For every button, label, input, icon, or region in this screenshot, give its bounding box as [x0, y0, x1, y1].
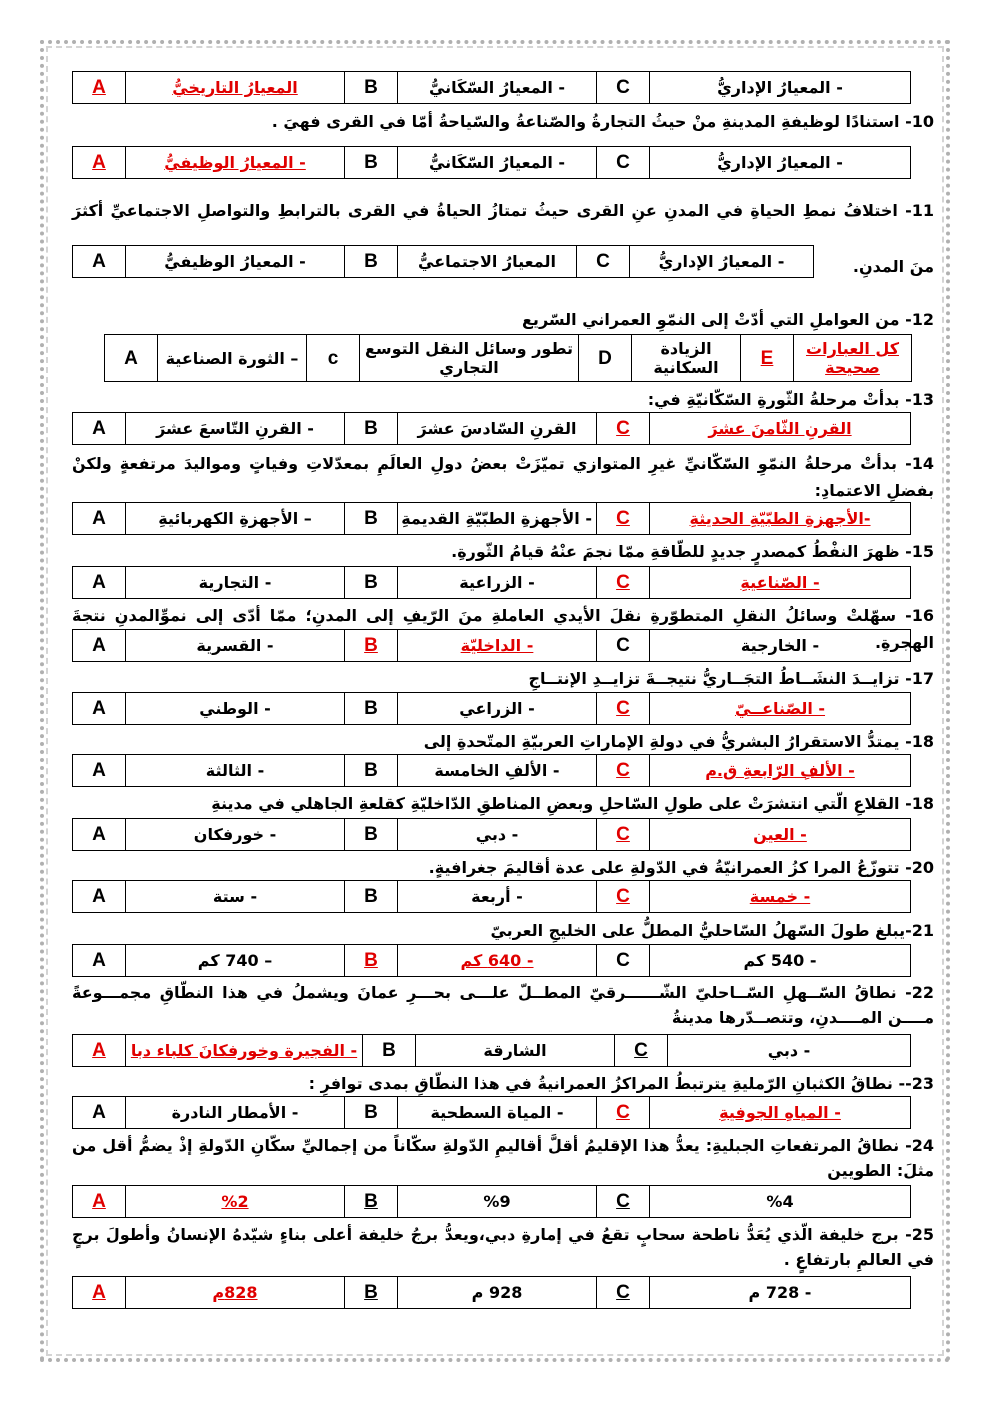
q9-answers	[72, 71, 911, 104]
q25-letter-c[interactable]: C	[597, 1277, 650, 1309]
q15-option-b[interactable]: - الزراعية	[398, 567, 597, 599]
q15-letter-a[interactable]: A	[73, 567, 126, 599]
q9-letter-b[interactable]: B	[345, 72, 398, 104]
q21-option-a[interactable]: – 740 كم	[126, 945, 345, 977]
q16-text: 16- سهّلتْ وسائلُ النقلِ المتطوّرةِ نقلَ الأيدي العاملةِ منَ الرّيفِ إلى المدنِ؛ ممّا أدّى إلى نموِّالمدنِ نتجةَ الهجرةِ.	[72, 606, 934, 652]
q22-option-c[interactable]: - دبي	[668, 1035, 911, 1067]
q17-letter-b[interactable]: B	[345, 693, 398, 725]
q23-letter-c[interactable]: C	[597, 1097, 650, 1129]
q25-option-a[interactable]: 828م	[126, 1277, 345, 1309]
q12-answers	[104, 334, 912, 382]
q12-option-c[interactable]: تطور وسائل النقل التوسع التجاري	[360, 335, 579, 382]
q23-answers	[72, 1096, 911, 1129]
q20-option-b[interactable]: - أربعة	[398, 881, 597, 913]
q10-letter-a[interactable]: A	[73, 147, 126, 179]
q18-option-c[interactable]: - الألفِ الرّابعةِ ق.م	[650, 755, 911, 787]
q24-option-b[interactable]: %9	[398, 1186, 597, 1218]
q16-answers	[72, 629, 911, 662]
q24-letter-c[interactable]: C	[597, 1186, 650, 1218]
q20-letter-b[interactable]: B	[345, 881, 398, 913]
q19-answers	[72, 818, 911, 851]
q15-option-c[interactable]: - الصّناعيةِ	[650, 567, 911, 599]
q13-option-c[interactable]: القرنِ الثّامنَ عشرَ	[650, 413, 911, 445]
q14-option-b[interactable]: - الأجهزةِ الطبّيّةِ القديمةِ	[398, 503, 597, 535]
q12-text: 12- من العواملِ التي أدّتْ إلى النمّوِ العمراني السّريع	[522, 310, 934, 329]
q18-option-b[interactable]: - الألفِ الخامسة	[398, 755, 597, 787]
q13-letter-a[interactable]: A	[73, 413, 126, 445]
q19-letter-a[interactable]: A	[73, 819, 126, 851]
q18-letter-c[interactable]: C	[597, 755, 650, 787]
q22-text: 22- نطاقُ السّــهلِ السّــاحليّ الشّــــــرقيّ المطــلّ علـــى بحـــرِ عمانَ ويشملُ في هذا النطّاقِ مجمـــوعةً مــــن المــــدنِ، وتتصــدّرها مدينةُ	[72, 983, 934, 1027]
q23-option-a[interactable]: - الأمطار النادرة	[126, 1097, 345, 1129]
q23-option-b[interactable]: - المياة السطحية	[398, 1097, 597, 1129]
q16-option-b[interactable]: - الداخليّة	[398, 630, 597, 662]
q16-letter-c[interactable]: C	[597, 630, 650, 662]
q14-option-c[interactable]: -الأجهزةِ الطبّيّةِ الحديثةِ	[650, 503, 911, 535]
q24-option-c[interactable]: %4	[650, 1186, 911, 1218]
q14-option-a[interactable]: – الأجهزةِ الكهربائيةِ	[126, 503, 345, 535]
q18-option-a[interactable]: - الثالثة	[126, 755, 345, 787]
q14-letter-b[interactable]: B	[345, 503, 398, 535]
q21-text: 21-يبلغ طولَ السّهلُ السّاحليُّ المطلُّ على الخليجِ العربيّ	[490, 921, 934, 940]
q9-option-a[interactable]: المعيارُ التاريخيُّ	[126, 72, 345, 104]
q25-option-c[interactable]: - 728 م	[650, 1277, 911, 1309]
q17-option-b[interactable]: - الزراعي	[398, 693, 597, 725]
q13-answers	[72, 412, 911, 445]
q11-letter-a[interactable]: A	[73, 246, 126, 278]
q14-letter-c[interactable]: C	[597, 503, 650, 535]
q18-letter-a[interactable]: A	[73, 755, 126, 787]
q13-option-a[interactable]: - القرنِ التّاسعَ عشرَ	[126, 413, 345, 445]
q17-option-a[interactable]: - الوطني	[126, 693, 345, 725]
q14-text: 14- بدأتْ مرحلةُ النمّوِ السّكّانيِّ غيرِ المتوازي تميّزَتْ بعضُ دولِ العالَمِ بمعدّلاتِ وفياتٍ ومواليدَ مرتفعةٍ ولكنْ بفضلِ الاعتمادِ:	[72, 454, 934, 500]
q13-option-b[interactable]: القرنِ السّادسَ عشرَ	[398, 413, 597, 445]
q19-letter-c[interactable]: C	[597, 819, 650, 851]
q11-letter-b[interactable]: B	[345, 246, 398, 278]
q10-option-b[interactable]: - المعيارُ السّكَانيُّ	[398, 147, 597, 179]
q24-letter-a[interactable]: A	[73, 1186, 126, 1218]
q20-answers	[72, 880, 911, 913]
q15-letter-c[interactable]: C	[597, 567, 650, 599]
q17-option-c[interactable]: - الصّناعــيّ	[650, 693, 911, 725]
q22-letter-c[interactable]: C	[615, 1035, 668, 1067]
q24-letter-b[interactable]: B	[345, 1186, 398, 1218]
q20-letter-a[interactable]: A	[73, 881, 126, 913]
q22-option-a[interactable]: - الفجيرة وخورفكانَ كلباء دبا	[126, 1035, 363, 1067]
q23-option-c[interactable]: - المياهِ الجوفيةِ	[650, 1097, 911, 1129]
q20-letter-c[interactable]: C	[597, 881, 650, 913]
q17-answers	[72, 692, 911, 725]
q9-option-b[interactable]: - المعيارُ السّكَانيُّ	[398, 72, 597, 104]
q12-letter-e[interactable]: E	[741, 335, 794, 382]
q10-text: 10- استنادًا لوظيفةِ المدينةِ منْ حيثُ التجارةُ والصّناعةُ والسّياحةُ أمّا في القرى فهيَ .	[271, 112, 934, 131]
q13-text: 13- بدأتْ مرحلةُ الثّورةِ السّكّانيّةِ في:	[647, 390, 934, 409]
q12-letter-d[interactable]: D	[579, 335, 632, 382]
q20-option-c[interactable]: - خمسة	[650, 881, 911, 913]
q15-answers	[72, 566, 911, 599]
q19-option-c[interactable]: - العين	[650, 819, 911, 851]
q18-letter-b[interactable]: B	[345, 755, 398, 787]
q18-answers	[72, 754, 911, 787]
q24-option-a[interactable]: %2	[126, 1186, 345, 1218]
q25-option-b[interactable]: 928 م	[398, 1277, 597, 1309]
q17-letter-c[interactable]: C	[597, 693, 650, 725]
q21-letter-a[interactable]: A	[73, 945, 126, 977]
q16-option-c[interactable]: - الخارجية	[650, 630, 911, 662]
q11-option-b[interactable]: المعيارُ الاجتماعيُّ	[398, 246, 577, 278]
q10-letter-b[interactable]: B	[345, 147, 398, 179]
q25-answers	[72, 1276, 911, 1309]
q12-option-e[interactable]: كل العبارات صحيحة	[794, 335, 912, 382]
q11-text: 11- اختلافُ نمطِ الحياةِ في المدنِ عنِ القرى حيثُ تمتازُ الحياةُ في القرى بالترابطِ والتواصلِ الاجتماعيِّ أكثرَ منَ المدنِ.	[72, 201, 934, 276]
q15-letter-b[interactable]: B	[345, 567, 398, 599]
q12-letter-c[interactable]: c	[307, 335, 360, 382]
q11-option-a[interactable]: - المعيارُ الوظيفيُّ	[126, 246, 345, 278]
q23-letter-b[interactable]: B	[345, 1097, 398, 1129]
q10-answers	[72, 146, 911, 179]
q15-text: 15- ظهرَ النفْطُ كمصدرٍ جديدٍ للطّاقةِ ممّا نجمَ عنْهُ قيامُ الثّورةِ.	[451, 542, 934, 561]
q19-option-a[interactable]: - خورفكان	[126, 819, 345, 851]
q17-text: 17- تزايــدَ النشَــاطُ التجَــاريُّ نتيجــةَ تزايــدِ الإنتــاجِ	[528, 669, 934, 688]
q10-option-c[interactable]: - المعيارُ الإداريُّ	[650, 147, 911, 179]
q9-letter-a[interactable]: A	[73, 72, 126, 104]
q11-letter-c[interactable]: C	[577, 246, 630, 278]
q22-letter-a[interactable]: A	[73, 1035, 126, 1067]
q12-option-d[interactable]: الزيادة السكانية	[632, 335, 741, 382]
q23-letter-a[interactable]: A	[73, 1097, 126, 1129]
q10-option-a[interactable]: - المعيارُ الوظيفيُّ	[126, 147, 345, 179]
q16-letter-b[interactable]: B	[345, 630, 398, 662]
q10-letter-c[interactable]: C	[597, 147, 650, 179]
q24-text: 24- نطاقُ المرتفعاتِ الجبليةِ: يعدُّ هذا الإقليمُ أقلَّ أقاليمِ الدّولةِ سكّاناً من إجماليِّ سكّانِ الدّولةِ إذْ يضمُّ أقل من مثلَ: الطويين	[72, 1136, 934, 1180]
q25-letter-b[interactable]: B	[345, 1277, 398, 1309]
q25-text: 25- برج خليفة الّذي يُعَدُّ ناطحة سحابٍ تقعُ في إمارةِ دبي،ويعدُّ برجُ خليفة أعلى بناءٍ شيّدهُ الإنسانُ وأطولَ برجٍ في العالمِ بارتفاعٍ .	[72, 1225, 934, 1269]
q21-letter-c[interactable]: C	[597, 945, 650, 977]
q9-option-c[interactable]: - المعيارُ الإداريُّ	[650, 72, 911, 104]
q12-option-a[interactable]: – الثورة الصناعية	[158, 335, 307, 382]
q11-answers	[72, 245, 814, 278]
q21-option-b[interactable]: - 640 كم	[398, 945, 597, 977]
q16-option-a[interactable]: - القسرية	[126, 630, 345, 662]
q22-option-b[interactable]: الشارقة	[416, 1035, 615, 1067]
q9-letter-c[interactable]: C	[597, 72, 650, 104]
q18-text: 18- يمتدُّ الاستقرارُ البشريُّ في دولةِ الإماراتِ العربيّةِ المتّحدةِ إلى	[423, 732, 934, 751]
q22-letter-b[interactable]: B	[363, 1035, 416, 1067]
q19-option-b[interactable]: - دبي	[398, 819, 597, 851]
q16-letter-a[interactable]: A	[73, 630, 126, 662]
q11-option-c[interactable]: - المعيارُ الإداريُّ	[630, 246, 814, 278]
q20-text: 20- تتوزّعُ المرا كزُ العمرانيّةُ في الدّولةِ على عدة أقاليمَ جغرافيةٍ.	[428, 858, 934, 877]
q22-answers	[72, 1034, 911, 1067]
q15-option-a[interactable]: - التجارية	[126, 567, 345, 599]
q12-letter-a[interactable]: A	[105, 335, 158, 382]
q14-letter-a[interactable]: A	[73, 503, 126, 535]
q21-answers	[72, 944, 911, 977]
q14-answers	[72, 502, 911, 535]
q24-answers	[72, 1185, 911, 1218]
q21-option-c[interactable]: - 540 كم	[650, 945, 911, 977]
q21-letter-b[interactable]: B	[345, 945, 398, 977]
q17-letter-a[interactable]: A	[73, 693, 126, 725]
q23-text: 23-- نطاقُ الكثبانِ الرّمليةِ يترتبطُ المراكزُ العمرانيةُ في هذا النطّاقِ بمدى توافرِ :	[308, 1074, 934, 1093]
q20-option-a[interactable]: - ستة	[126, 881, 345, 913]
q19-letter-b[interactable]: B	[345, 819, 398, 851]
q19-text: 18- القلاعِ الّتي انتشرَتْ على طولِ السّاحلِ وبعضِ المناطقِ الدّاخليّةِ كقلعةِ الجاهلي في مدينةِ	[211, 794, 934, 813]
q13-letter-c[interactable]: C	[597, 413, 650, 445]
q13-letter-b[interactable]: B	[345, 413, 398, 445]
q25-letter-a[interactable]: A	[73, 1277, 126, 1309]
